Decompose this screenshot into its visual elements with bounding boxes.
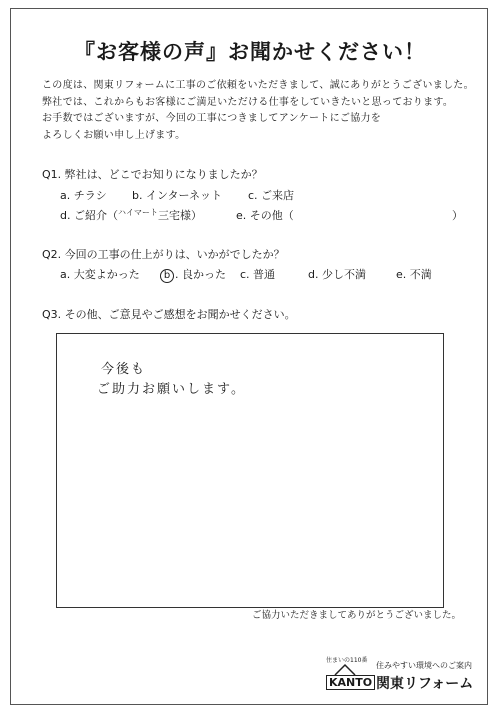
intro-line: よろしくお願い申し上げます。 <box>42 129 186 141</box>
q2-option-e[interactable]: e. 不満 <box>396 268 432 281</box>
q1-option-e[interactable]: e. その他（ <box>236 209 294 222</box>
referrer-name: 三宅 <box>157 209 180 222</box>
company-tagline: 住みやすい環境へのご案内 <box>376 661 472 670</box>
answer-line-2: ご助力お願いします。 <box>97 382 246 397</box>
logo-tagline: 住まいの110番 <box>326 657 368 664</box>
q1-option-a[interactable]: a. チラシ <box>60 189 107 202</box>
intro-text <box>42 78 474 144</box>
referrer-suffix: 様） <box>179 209 202 222</box>
company-logo <box>326 655 372 691</box>
q2-option-b-label: . 良かった <box>175 268 226 281</box>
q2-option-a[interactable]: a. 大変よかった <box>60 268 140 281</box>
intro-line: 弊社では、これからもお客様にご満足いただける仕事をしていきたいと思っております。 <box>42 96 454 108</box>
intro-line: この度は、関東リフォームに工事のご依頼をいただきまして、誠にありがとうございました。 <box>42 80 474 91</box>
q1-option-d-label: d. ご紹介（ <box>60 209 118 222</box>
page-title: 『お客様の声』お聞かせください！ <box>74 40 426 64</box>
q1-option-c[interactable]: c. ご来店 <box>248 189 295 202</box>
q3-answer-box[interactable] <box>56 333 444 608</box>
q2-option-b[interactable] <box>160 266 226 283</box>
q1-option-d[interactable] <box>60 207 202 223</box>
q1-option-e-close: ） <box>452 209 463 222</box>
q2-option-d[interactable]: d. 少し不満 <box>308 268 366 281</box>
q1-question: Q1. 弊社は、どこでお知りになりましたか？ <box>42 168 263 181</box>
logo-wordmark: KANTO <box>326 675 375 690</box>
intro-line: お手数ではございますが、今回の工事につきましてアンケートにご協力を <box>42 113 382 124</box>
company-name: 関東リフォーム <box>376 676 474 692</box>
answer-line-1: 今後も <box>101 362 147 377</box>
q2-question: Q2. 今回の工事の仕上がりは、いかがでしたか？ <box>42 248 285 261</box>
q2-option-c[interactable]: c. 普通 <box>240 268 276 281</box>
q3-question: Q3. その他、ご意見やご感想をお聞かせください。 <box>42 308 296 321</box>
referrer-prefix: ハイマート <box>117 208 158 217</box>
selected-circle-mark: b <box>160 269 174 283</box>
thanks-message: ご協力いただきましてありがとうございました。 <box>252 610 462 621</box>
q1-option-b[interactable]: b. インターネット <box>132 189 222 202</box>
